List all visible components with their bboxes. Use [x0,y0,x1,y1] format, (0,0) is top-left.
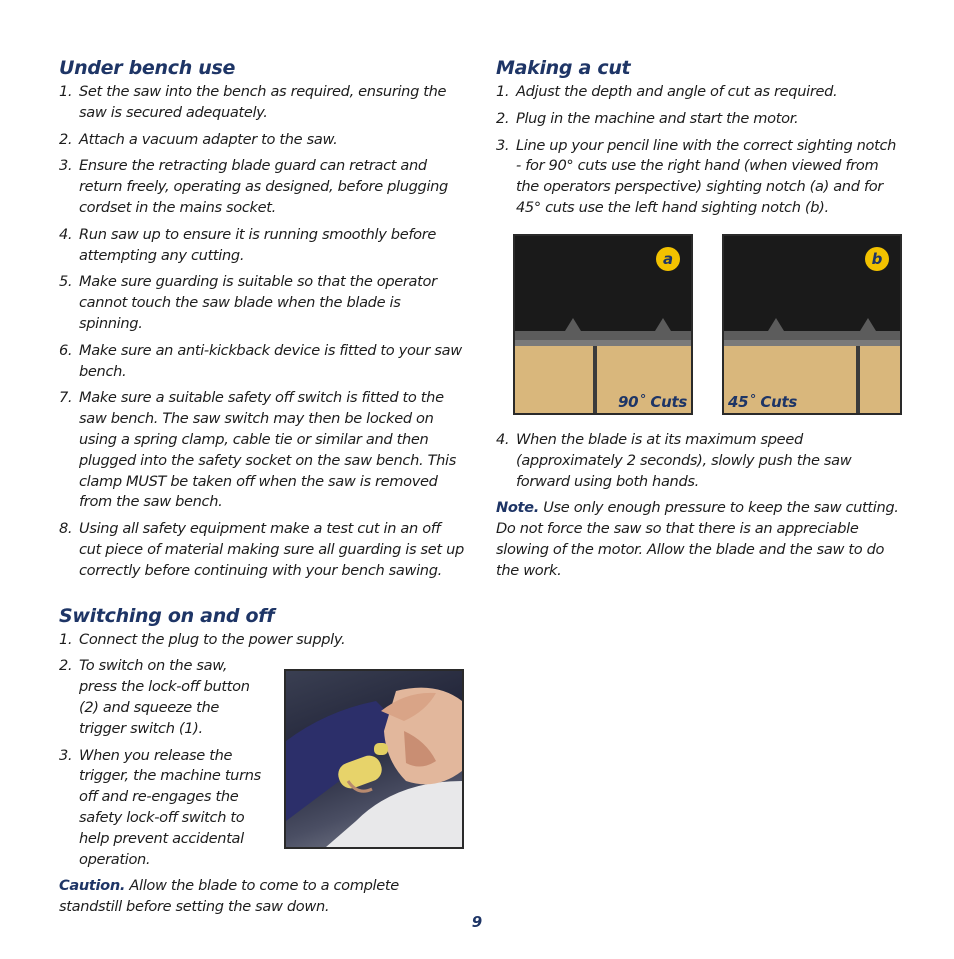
list-item [59,272,464,334]
step-text: Line up your pencil line with the correct sighting notch - for 90° cuts use the right hand (when viewed from the operators perspective) sighting notch (a) and for 45° cuts use the left hand sighting notch (b). [516,136,897,216]
making-cut-steps-after [496,430,901,492]
step-text: Attach a vacuum adapter to the saw. [79,130,338,148]
caution-note [59,876,464,918]
step-text: Make sure an anti-kickback device is fitted to your saw bench. [79,341,462,380]
blade-photo-90 [513,234,693,415]
list-item [496,82,901,103]
step-number: 1. [496,83,510,100]
step-number: 1. [59,83,73,100]
step-text: Plug in the machine and start the motor. [516,109,799,127]
list-item [59,225,464,267]
step-text: When the blade is at its maximum speed (approximately 2 seconds), slowly push the saw forward using both hands. [516,431,852,490]
trigger-hand-illustration [286,671,462,847]
step-number: 3. [496,136,510,154]
badge-a: a [656,247,680,271]
step-number: 2. [59,657,73,675]
list-item [59,341,464,383]
list-item [496,136,901,219]
step-text: Using all safety equipment make a test cut in an off cut piece of material making sure all guarding is set up correctly before continuing with your bench sawing. [79,520,464,579]
step-text: Set the saw into the bench as required, ensuring the saw is secured adequately. [79,83,447,121]
caption-90-cuts: 90˚ Cuts [618,393,687,411]
making-cut-steps [496,82,901,219]
list-item [496,109,901,130]
caution-text: Allow the blade to come to a complete standstill before setting the saw down. [59,877,399,916]
step-text: To switch on the saw, press the lock-off button (2) and squeeze the trigger switch (1). [79,657,250,737]
step-text: Ensure the retracting blade guard can retract and return freely, operating as designed, before plugging cordset in the mains socket. [79,157,448,216]
step-number: 4. [496,431,510,448]
note-text: Use only enough pressure to keep the saw cutting. Do not force the saw so that there is an appreciable slowing of the motor. Allow the blade and the saw to do the work. [496,499,899,579]
list-item [59,156,464,218]
heading-making-a-cut: Making a cut [496,57,631,79]
step-text: Connect the plug to the power supply. [79,630,346,648]
badge-b: b [865,247,889,271]
list-item [59,82,464,124]
list-item [59,746,269,871]
step-number: 6. [59,341,73,359]
heading-under-bench-use: Under bench use [59,57,236,79]
under-bench-steps [59,82,464,582]
step-number: 5. [59,273,73,291]
right-column [496,56,901,225]
heading-switching-on-off: Switching on and off [59,604,275,627]
list-item [59,388,464,513]
note-label: Note. [496,499,539,517]
step-number: 3. [59,157,73,175]
step-number: 7. [59,389,73,407]
switching-steps-a [59,630,464,651]
step-text: Make sure a suitable safety off switch is fitted to the saw bench. The saw switch may then be locked on using a spring clamp, cable tie or similar and then plugged into the safety socket on the saw bench. This clamp MUST be taken off when the saw is removed from the saw bench. [79,389,457,511]
blade-photo-45 [722,234,902,415]
step-text: When you release the trigger, the machine turns off and re-engages the safety lock-off switch to help prevent accidental operation. [79,746,261,868]
step-number: 8. [59,520,73,538]
step-number: 3. [59,746,73,764]
list-item [59,656,269,739]
list-item [59,130,464,151]
trigger-hand-photo [284,669,464,849]
note-paragraph [496,498,901,581]
step-text: Make sure guarding is suitable so that the operator cannot touch the saw blade when the blade is spinning. [79,273,437,332]
step-text: Adjust the depth and angle of cut as required. [516,83,838,100]
list-item [59,519,464,581]
caption-45-cuts: 45˚ Cuts [728,393,797,411]
list-item [496,430,901,492]
step-text: Run saw up to ensure it is running smoothly before attempting any cutting. [79,225,436,264]
step-number: 4. [59,225,73,243]
page-number: 9 [471,913,483,931]
right-column-lower [496,430,901,582]
step-number: 1. [59,630,73,648]
list-item [59,630,464,651]
caution-label: Caution. [59,877,126,895]
step-number: 2. [59,130,73,148]
step-number: 2. [496,109,510,127]
